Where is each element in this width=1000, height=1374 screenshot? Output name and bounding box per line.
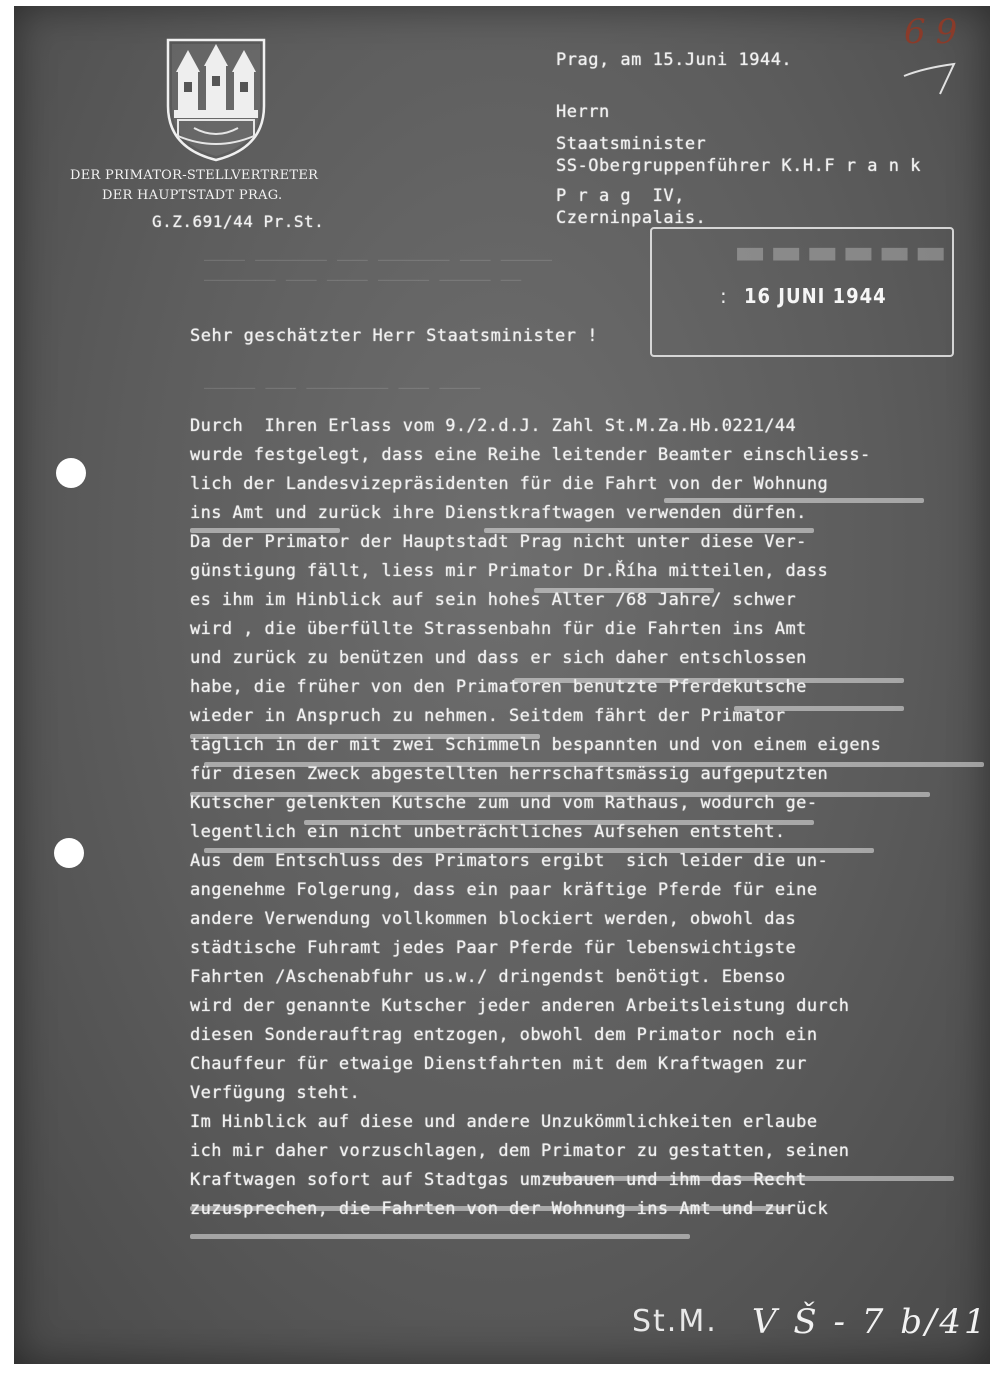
handwritten-folio-number: 69: [904, 12, 968, 52]
addressee-title: Staatsminister: [556, 134, 707, 154]
ministry-file-stamp: St.M.: [632, 1304, 718, 1339]
receipt-stamp-header: ▬▬▬▬▬▬: [734, 232, 951, 272]
checkmark-icon: [900, 58, 960, 98]
bleed-through-text: ———— ——————— ——— ——————— ——— —————: [204, 250, 552, 270]
body-line: wird der genannte Kutscher jeder anderen Arbeitsleistung durch: [190, 996, 850, 1016]
body-line: ich mir daher vorzuschlagen, dem Primator zu gestatten, seinen: [190, 1141, 850, 1161]
body-line: Aus dem Entschluss des Primators ergibt sich leider die un-: [190, 851, 829, 871]
body-line: diesen Sonderauftrag entzogen, obwohl dem Primator noch ein: [190, 1025, 818, 1045]
body-line: habe, die früher von den Primatoren benutzte Pferdekutsche: [190, 677, 807, 697]
body-line: Kraftwagen sofort auf Stadtgas umzubauen und ihm das Recht: [190, 1170, 807, 1190]
body-line: wieder in Anspruch zu nehmen. Seitdem fährt der Primator: [190, 706, 786, 726]
letter-greeting: Sehr geschätzter Herr Staatsminister !: [190, 326, 598, 346]
handwritten-file-number: V Š - 7 b/41: [752, 1302, 989, 1342]
body-line: Da der Primator der Hauptstadt Prag nicht unter diese Ver-: [190, 532, 807, 552]
body-line: Verfügung steht.: [190, 1083, 361, 1103]
receipt-stamp-date: 16 JUNI 1944: [744, 284, 887, 308]
date-line: Prag, am 15.Juni 1944.: [556, 50, 793, 70]
body-line: und zurück zu benützen und dass er sich daher entschlossen: [190, 648, 807, 668]
body-line: wird , die überfüllte Strassenbahn für die Fahrten ins Amt: [190, 619, 807, 639]
punch-hole-top: [56, 458, 86, 488]
body-line: städtische Fuhramt jedes Paar Pferde für lebenswichtigste: [190, 938, 797, 958]
punch-hole-bottom: [54, 838, 84, 868]
body-line: Chauffeur für etwaige Dienstfahrten mit dem Kraftwagen zur: [190, 1054, 807, 1074]
body-line: legentlich ein nicht unbeträchtliches Aufsehen entsteht.: [190, 822, 786, 842]
document-sheet: [14, 6, 990, 1364]
reference-number: G.Z.691/44 Pr.St.: [152, 212, 325, 231]
body-line: wurde festgelegt, dass eine Reihe leitender Beamter einschliess-: [190, 445, 871, 465]
body-line: es ihm im Hinblick auf sein hohes Alter /68 Jahre/ schwer: [190, 590, 797, 610]
addressee-building: Czerninpalais.: [556, 208, 707, 228]
body-line: andere Verwendung vollkommen blockiert werden, obwohl das: [190, 909, 797, 929]
body-line: täglich in der mit zwei Schimmeln bespannten und von einem eigens: [190, 735, 882, 755]
body-line: angenehme Folgerung, dass ein paar kräftige Pferde für eine: [190, 880, 818, 900]
body-line: für diesen Zweck abgestellten herrschaftsmässig aufgeputzten: [190, 764, 829, 784]
addressee-name: SS-Obergruppenführer K.H.F r a n k: [556, 156, 921, 176]
salutation-herrn: Herrn: [556, 102, 610, 122]
office-name-line1: DER PRIMATOR-STELLVERTRETER: [70, 168, 319, 183]
office-name-line2: DER HAUPTSTADT PRAG.: [102, 188, 283, 203]
addressee-city: P r a g IV,: [556, 186, 685, 206]
bleed-through-text: ————— ——— ———————— ——— ————: [204, 378, 481, 398]
body-line: ins Amt und zurück ihre Dienstkraftwagen verwenden dürfen.: [190, 503, 807, 523]
coat-of-arms-icon: [164, 36, 268, 164]
body-line: günstigung fällt, liess mir Primator Dr.Říha mitteilen, dass: [190, 561, 829, 581]
bleed-through-text: ——————— ——— ———— ————— ————— ——: [204, 270, 522, 290]
body-line: Im Hinblick auf diese und andere Unzukömmlichkeiten erlaube: [190, 1112, 818, 1132]
body-line: Fahrten /Aschenabfuhr us.w./ dringendst benötigt. Ebenso: [190, 967, 786, 987]
body-line: zuzusprechen, die Fahrten von der Wohnung ins Amt und zurück: [190, 1199, 829, 1219]
body-line: lich der Landesvizepräsidenten für die Fahrt von der Wohnung: [190, 474, 829, 494]
receipt-stamp-separator: :: [720, 284, 727, 308]
underline-mark: [190, 1234, 690, 1239]
body-line: Kutscher gelenkten Kutsche zum und vom Rathaus, wodurch ge-: [190, 793, 818, 813]
body-line: Durch Ihren Erlass vom 9./2.d.J. Zahl St.M.Za.Hb.0221/44: [190, 416, 797, 436]
